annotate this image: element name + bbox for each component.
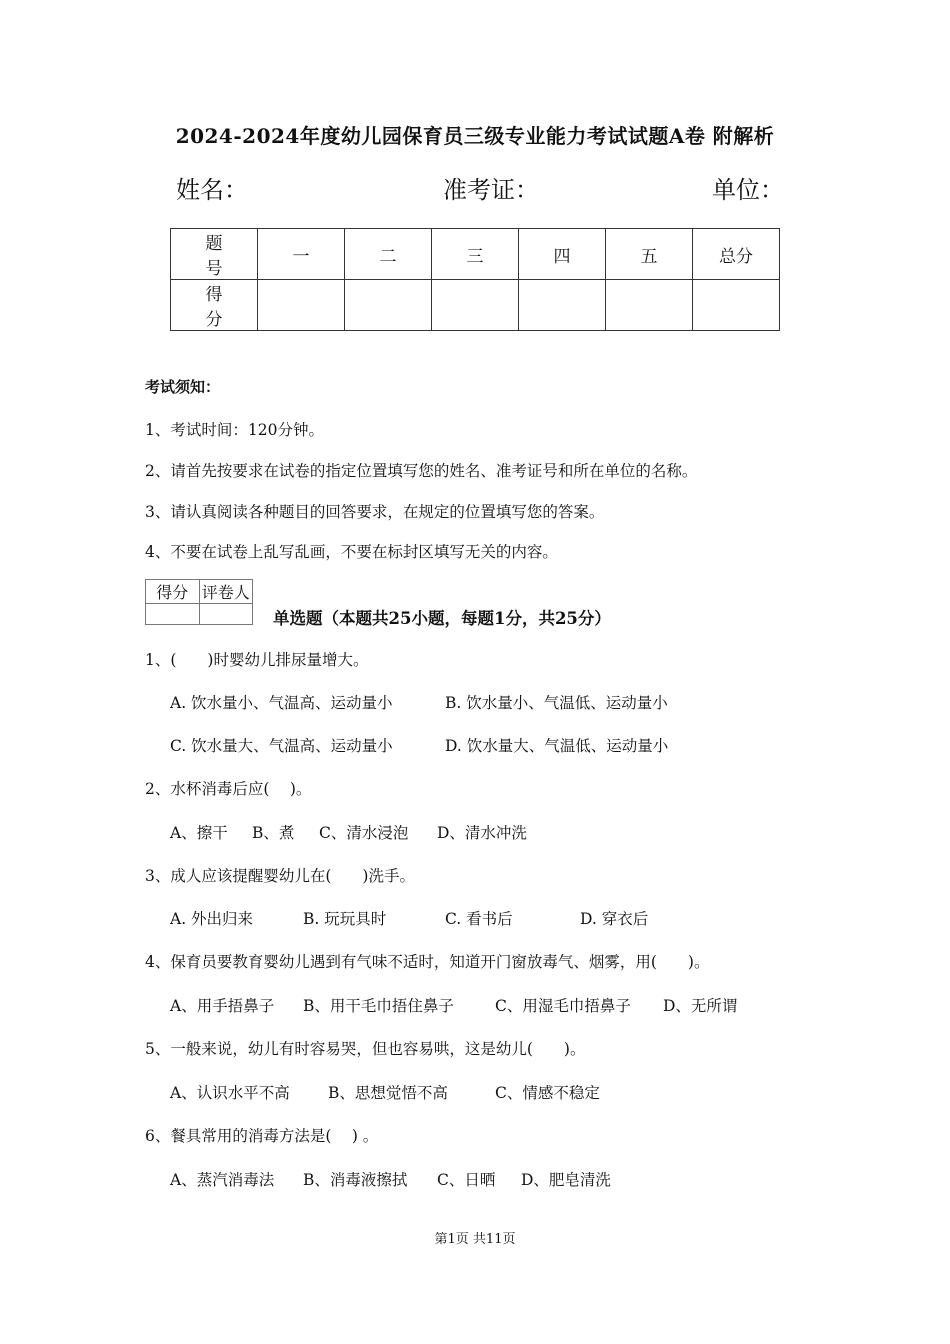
question-option: B、用干毛巾捂住鼻子 xyxy=(303,997,454,1015)
question-option: A、用手捂鼻子 xyxy=(170,997,275,1015)
grader-name-cell[interactable] xyxy=(199,604,253,625)
score-table-score-row xyxy=(171,280,780,331)
question-stem: 4、保育员要教育婴幼儿遇到有气味不适时，知道开门窗放毒气、烟雾，用( )。 xyxy=(145,953,710,971)
notice-item: 4、不要在试卷上乱写乱画，不要在标封区填写无关的内容。 xyxy=(145,543,558,561)
score-header-1: 一 xyxy=(258,229,345,280)
notice-heading: 考试须知： xyxy=(145,378,221,396)
question-option: D. 穿衣后 xyxy=(580,910,649,928)
question-option: A. 饮水量小、气温高、运动量小 xyxy=(170,694,393,712)
question-option: C、用湿毛巾捂鼻子 xyxy=(495,997,631,1015)
notice-item: 1、考试时间：120分钟。 xyxy=(145,421,324,439)
page-footer: 第1页 共11页 xyxy=(434,1232,516,1247)
question-option: B、煮 xyxy=(252,824,295,842)
question-option: C. 看书后 xyxy=(445,910,513,928)
score-header-total: 总分 xyxy=(693,229,780,280)
score-header-4: 四 xyxy=(519,229,606,280)
exam-id-label: 准考证： xyxy=(443,176,539,204)
score-row-label: 得 分 xyxy=(171,280,258,331)
grader-name-label: 评卷人 xyxy=(199,580,253,604)
question-stem: 3、成人应该提醒婴幼儿在( )洗手。 xyxy=(145,867,415,885)
question-option: D、清水冲洗 xyxy=(437,824,527,842)
question-option: A、认识水平不高 xyxy=(170,1084,290,1102)
score-cell-total[interactable] xyxy=(693,280,780,331)
question-option: C、日晒 xyxy=(437,1171,496,1189)
grader-score-cell[interactable] xyxy=(146,604,200,625)
score-header-label: 题 号 xyxy=(171,229,258,280)
score-table-header-row xyxy=(171,229,780,280)
score-header-5: 五 xyxy=(606,229,693,280)
question-stem: 5、一般来说，幼儿有时容易哭，但也容易哄，这是幼儿( )。 xyxy=(145,1040,586,1058)
question-option: C、情感不稳定 xyxy=(495,1084,600,1102)
question-option: A、擦干 xyxy=(170,824,228,842)
notice-item: 2、请首先按要求在试卷的指定位置填写您的姓名、准考证号和所在单位的名称。 xyxy=(145,462,698,480)
score-cell-4[interactable] xyxy=(519,280,606,331)
question-option: D、肥皂清洗 xyxy=(521,1171,611,1189)
score-cell-5[interactable] xyxy=(606,280,693,331)
question-option: C、清水浸泡 xyxy=(319,824,409,842)
score-header-3: 三 xyxy=(432,229,519,280)
score-cell-3[interactable] xyxy=(432,280,519,331)
question-option: B. 饮水量小、气温低、运动量小 xyxy=(445,694,668,712)
unit-label: 单位： xyxy=(712,176,784,204)
question-option: A、蒸汽消毒法 xyxy=(170,1171,275,1189)
question-option: B、消毒液擦拭 xyxy=(303,1171,408,1189)
grader-score-label: 得分 xyxy=(146,580,200,604)
grader-box xyxy=(145,579,253,625)
section-title: 单选题（本题共25小题，每题1分，共25分） xyxy=(273,609,611,628)
question-option: B. 玩玩具时 xyxy=(303,910,387,928)
question-stem: 1、( )时婴幼儿排尿量增大。 xyxy=(145,651,369,669)
question-stem: 2、水杯消毒后应( )。 xyxy=(145,780,312,798)
question-option: A. 外出归来 xyxy=(170,910,254,928)
question-option: D、无所谓 xyxy=(663,997,738,1015)
name-label: 姓名： xyxy=(176,176,248,204)
notice-item: 3、请认真阅读各种题目的回答要求，在规定的位置填写您的答案。 xyxy=(145,503,605,521)
score-header-2: 二 xyxy=(345,229,432,280)
score-cell-2[interactable] xyxy=(345,280,432,331)
question-option: C. 饮水量大、气温高、运动量小 xyxy=(170,737,393,755)
score-table xyxy=(170,228,780,331)
question-stem: 6、餐具常用的消毒方法是( ) 。 xyxy=(145,1127,379,1145)
exam-title: 2024-2024年度幼儿园保育员三级专业能力考试试题A卷 附解析 xyxy=(175,124,775,148)
question-option: D. 饮水量大、气温低、运动量小 xyxy=(445,737,669,755)
question-option: B、思想觉悟不高 xyxy=(328,1084,448,1102)
